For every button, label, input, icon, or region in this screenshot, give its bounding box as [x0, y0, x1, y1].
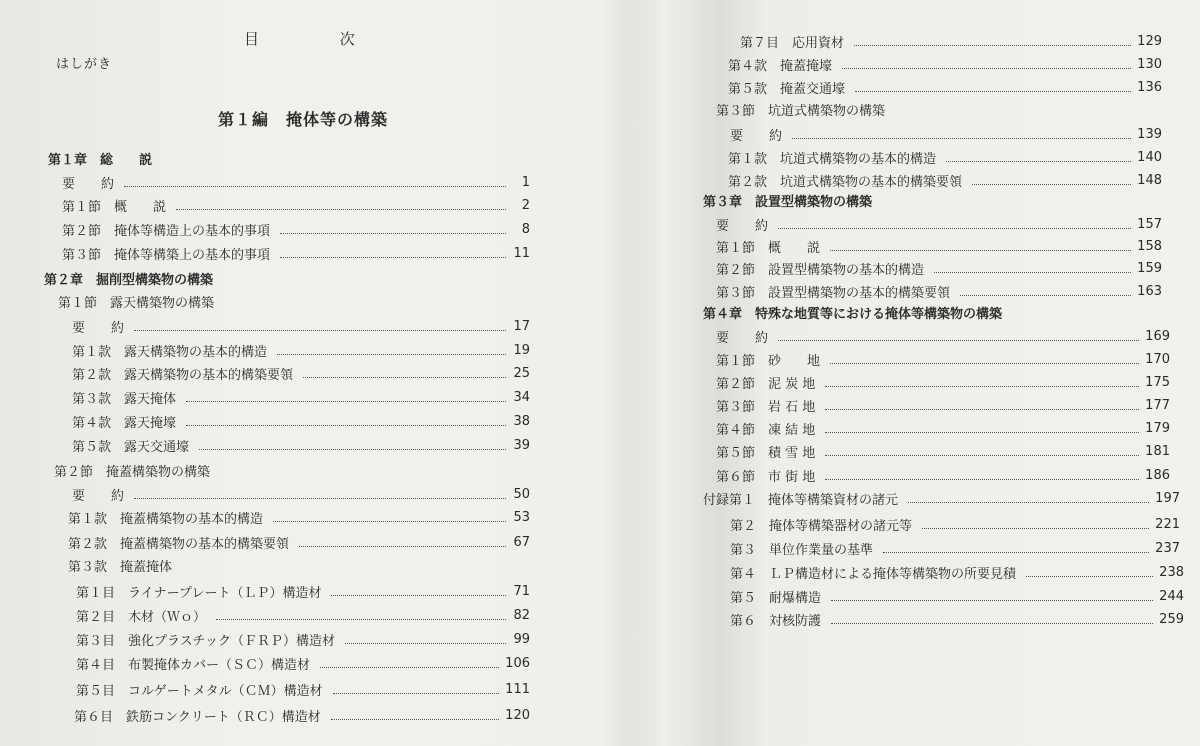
toc-entry — [716, 258, 1162, 278]
toc-entry — [730, 562, 1184, 582]
toc-entry-page-number: 238 — [1159, 564, 1184, 580]
toc-entry-label: 第６ 対核防護 — [730, 613, 822, 629]
toc-entry — [716, 281, 1162, 301]
toc-title-right: 次 — [339, 30, 356, 48]
toc-entry — [730, 538, 1180, 558]
toc-entry-label: 第１節 砂 地 — [716, 353, 821, 369]
dot-leader — [825, 431, 1139, 433]
dot-leader — [303, 376, 506, 378]
toc-entry-page-number: 8 — [521, 221, 530, 237]
toc-entry-label: 第１節 概 説 — [62, 199, 167, 215]
toc-entry — [76, 679, 530, 699]
toc-entry — [76, 629, 530, 649]
toc-entry-label: 第１節 露天構築物の構築 — [58, 295, 215, 311]
toc-entry-label: 第３目 強化プラスチック（ＦＲＰ）構造材 — [76, 633, 335, 649]
part-title: 第１編 掩体等の構築 — [218, 110, 389, 129]
toc-entry-label: 第３節 坑道式構築物の構築 — [716, 103, 886, 119]
toc-entry-label: 第３章 設置型構築物の構築 — [703, 194, 873, 210]
toc-entry — [62, 243, 530, 263]
toc-chapter-heading — [48, 148, 530, 168]
dot-leader — [830, 249, 1131, 251]
dot-leader — [134, 329, 506, 331]
toc-entry — [716, 236, 1162, 256]
toc-entry — [62, 195, 530, 215]
toc-entry-page-number: 140 — [1137, 149, 1162, 165]
toc-entry-page-number: 237 — [1155, 540, 1180, 556]
toc-entry — [716, 214, 1162, 234]
toc-entry-label: 要 約 — [716, 218, 769, 234]
toc-entry-page-number: 169 — [1145, 328, 1170, 344]
toc-entry — [728, 147, 1162, 167]
dot-leader — [825, 478, 1139, 480]
toc-entry-label: 第１目 ライナープレート（ＬＰ）構造材 — [76, 585, 322, 601]
toc-entry-page-number: 244 — [1159, 588, 1184, 604]
toc-entry-label: 第１章 総 説 — [48, 152, 153, 168]
toc-entry — [740, 31, 1162, 51]
toc-entry-label: 第２節 掩蓋構築物の構築 — [54, 464, 211, 480]
dot-leader — [831, 599, 1153, 601]
toc-entry-page-number: 159 — [1137, 260, 1162, 276]
toc-entry-page-number: 111 — [505, 681, 530, 697]
dot-leader — [176, 208, 506, 210]
toc-entry-page-number: 17 — [513, 318, 530, 334]
toc-entry-label: 第５節 積 雪 地 — [716, 445, 816, 461]
toc-entry-label: 第３ 単位作業量の基準 — [730, 542, 874, 558]
toc-entry — [76, 653, 530, 673]
toc-title-left: 目 — [244, 30, 261, 48]
toc-entry-page-number: 129 — [1137, 33, 1162, 49]
dot-leader — [960, 294, 1131, 296]
dot-leader — [934, 271, 1131, 273]
toc-entry-page-number: 120 — [505, 707, 530, 723]
toc-section-heading — [54, 460, 530, 480]
toc-entry-label: 第２目 木材（Ｗｏ） — [76, 609, 207, 625]
toc-entry-label: 第５款 掩蓋交通壕 — [728, 81, 846, 97]
toc-entry — [72, 340, 530, 360]
toc-entry — [68, 507, 530, 527]
toc-entry — [716, 372, 1170, 392]
toc-entry-page-number: 34 — [513, 389, 530, 405]
dot-leader — [331, 718, 499, 720]
dot-leader — [186, 400, 506, 402]
dot-leader — [277, 353, 506, 355]
dot-leader — [854, 44, 1131, 46]
toc-entry-label: 第１款 掩蓋構築物の基本的構造 — [68, 511, 264, 527]
toc-entry-page-number: 163 — [1137, 283, 1162, 299]
toc-entry — [62, 172, 530, 192]
toc-entry — [730, 124, 1162, 144]
toc-entry-label: 第６節 市 街 地 — [716, 469, 816, 485]
toc-entry — [72, 435, 530, 455]
toc-entry-page-number: 39 — [513, 437, 530, 453]
dot-leader — [199, 448, 506, 450]
toc-entry-label: 第４款 露天掩壕 — [72, 415, 177, 431]
dot-leader — [331, 594, 506, 596]
dot-leader — [345, 642, 506, 644]
toc-entry-label: 要 約 — [72, 488, 125, 504]
toc-entry-page-number: 170 — [1145, 351, 1170, 367]
toc-entry — [72, 363, 530, 383]
dot-leader — [883, 551, 1149, 553]
toc-entry — [730, 586, 1184, 606]
toc-entry-label: 第２ 掩体等構築器材の諸元等 — [730, 518, 913, 534]
toc-entry-page-number: 177 — [1145, 397, 1170, 413]
toc-entry-label: 第２節 設置型構築物の基本的構造 — [716, 262, 925, 278]
toc-entry-label: 第４章 特殊な地質等における掩体等構築物の構築 — [703, 306, 1003, 322]
toc-entry — [716, 465, 1170, 485]
toc-entry — [76, 581, 530, 601]
toc-title — [244, 28, 356, 49]
toc-section-heading — [716, 99, 1162, 119]
toc-entry-page-number: 1 — [521, 174, 530, 190]
toc-entry — [716, 395, 1170, 415]
toc-entry-page-number: 130 — [1137, 56, 1162, 72]
toc-entry-label: 第２節 掩体等構造上の基本的事項 — [62, 223, 271, 239]
dot-leader — [299, 545, 506, 547]
toc-entry-label: 第４款 掩蓋掩壕 — [728, 58, 833, 74]
toc-entry-page-number: 186 — [1145, 467, 1170, 483]
toc-entry — [62, 219, 530, 239]
toc-entry-page-number: 148 — [1137, 172, 1162, 188]
dot-leader — [825, 408, 1139, 410]
toc-entry-label: 付録第１ 掩体等構築資材の諸元 — [703, 492, 899, 508]
toc-entry-label: 第３節 設置型構築物の基本的構築要領 — [716, 285, 951, 301]
toc-entry-page-number: 175 — [1145, 374, 1170, 390]
dot-leader — [855, 90, 1131, 92]
toc-entry — [730, 514, 1180, 534]
toc-entry-page-number: 71 — [513, 583, 530, 599]
toc-entry — [730, 609, 1184, 629]
toc-entry-page-number: 259 — [1159, 611, 1184, 627]
toc-entry-label: 要 約 — [716, 330, 769, 346]
toc-entry — [716, 349, 1170, 369]
toc-entry-page-number: 139 — [1137, 126, 1162, 142]
toc-entry — [716, 326, 1170, 346]
dot-leader — [1026, 575, 1153, 577]
toc-entry — [72, 411, 530, 431]
toc-entry — [716, 441, 1170, 461]
page-gutter — [600, 0, 660, 746]
toc-entry-label: 第５款 露天交通壕 — [72, 439, 190, 455]
dot-leader — [830, 362, 1139, 364]
toc-entry — [728, 170, 1162, 190]
toc-entry-page-number: 157 — [1137, 216, 1162, 232]
dot-leader — [216, 618, 506, 620]
toc-entry-page-number: 136 — [1137, 79, 1162, 95]
toc-entry-label: 第３節 掩体等構築上の基本的事項 — [62, 247, 271, 263]
dot-leader — [280, 256, 506, 258]
toc-entry-label: 第２款 掩蓋構築物の基本的構築要領 — [68, 536, 290, 552]
toc-entry-label: 第４ ＬＰ構造材による掩体等構築物の所要見積 — [730, 566, 1017, 582]
toc-entry-label: 第３款 露天掩体 — [72, 391, 177, 407]
dot-leader — [333, 692, 500, 694]
toc-entry-page-number: 179 — [1145, 420, 1170, 436]
toc-entry — [728, 77, 1162, 97]
toc-entry-label: 第１款 坑道式構築物の基本的構造 — [728, 151, 937, 167]
toc-entry-label: 第４節 凍 結 地 — [716, 422, 816, 438]
toc-entry-page-number: 38 — [513, 413, 530, 429]
toc-entry-page-number: 67 — [513, 534, 530, 550]
toc-entry-page-number: 50 — [513, 486, 530, 502]
toc-entry — [72, 484, 530, 504]
dot-leader — [778, 339, 1139, 341]
toc-entry-page-number: 221 — [1155, 516, 1180, 532]
toc-entry-label: 第３款 掩蓋掩体 — [68, 559, 173, 575]
toc-entry-label: 要 約 — [62, 176, 115, 192]
toc-entry — [72, 316, 530, 336]
dot-leader — [972, 183, 1131, 185]
toc-section-heading — [58, 291, 530, 311]
toc-chapter-heading — [703, 302, 1170, 322]
toc-entry-label: 要 約 — [730, 128, 783, 144]
dot-leader — [831, 622, 1153, 624]
toc-entry-label: 第６目 鉄筋コンクリート（ＲＣ）構造材 — [74, 709, 321, 725]
toc-entry — [76, 605, 530, 625]
preface-entry: はしがき — [56, 57, 113, 72]
toc-entry-label: 第１款 露天構築物の基本的構造 — [72, 344, 268, 360]
toc-entry-page-number: 106 — [505, 655, 530, 671]
dot-leader — [946, 160, 1131, 162]
toc-entry-page-number: 197 — [1155, 490, 1180, 506]
toc-entry-page-number: 99 — [513, 631, 530, 647]
toc-entry — [74, 705, 530, 725]
dot-leader — [273, 520, 506, 522]
toc-entry-label: 第２章 掘削型構築物の構築 — [44, 272, 214, 288]
dot-leader — [825, 385, 1139, 387]
dot-leader — [320, 666, 499, 668]
toc-entry-page-number: 11 — [513, 245, 530, 261]
toc-entry-label: 第５目 コルゲートメタル（ＣＭ）構造材 — [76, 683, 323, 699]
toc-entry-label: 要 約 — [72, 320, 125, 336]
toc-section-heading — [68, 555, 530, 575]
toc-entry-page-number: 181 — [1145, 443, 1170, 459]
toc-entry-label: 第２節 泥 炭 地 — [716, 376, 816, 392]
dot-leader — [280, 232, 506, 234]
toc-entry-label: 第２款 坑道式構築物の基本的構築要領 — [728, 174, 963, 190]
toc-entry-page-number: 25 — [513, 365, 530, 381]
toc-entry-page-number: 19 — [513, 342, 530, 358]
dot-leader — [842, 67, 1131, 69]
toc-entry-label: 第４目 布製掩体カバー（ＳＣ）構造材 — [76, 657, 311, 673]
dot-leader — [186, 424, 506, 426]
dot-leader — [124, 185, 506, 187]
toc-entry-label: 第７目 応用資材 — [740, 35, 845, 51]
toc-entry-label: 第５ 耐爆構造 — [730, 590, 822, 606]
toc-chapter-heading — [703, 190, 1162, 210]
dot-leader — [792, 137, 1131, 139]
toc-entry — [703, 488, 1180, 508]
toc-entry-page-number: 82 — [513, 607, 530, 623]
toc-entry-label: 第１節 概 説 — [716, 240, 821, 256]
toc-entry-label: 第２款 露天構築物の基本的構築要領 — [72, 367, 294, 383]
dot-leader — [825, 454, 1139, 456]
toc-chapter-heading — [44, 268, 530, 288]
toc-entry-page-number: 158 — [1137, 238, 1162, 254]
toc-entry — [68, 532, 530, 552]
dot-leader — [778, 227, 1131, 229]
toc-entry-page-number: 2 — [521, 197, 530, 213]
dot-leader — [922, 527, 1149, 529]
toc-entry — [72, 387, 530, 407]
toc-entry — [728, 54, 1162, 74]
dot-leader — [908, 501, 1149, 503]
toc-entry — [716, 418, 1170, 438]
toc-entry-label: 第３節 岩 石 地 — [716, 399, 816, 415]
dot-leader — [134, 497, 506, 499]
toc-entry-page-number: 53 — [513, 509, 530, 525]
